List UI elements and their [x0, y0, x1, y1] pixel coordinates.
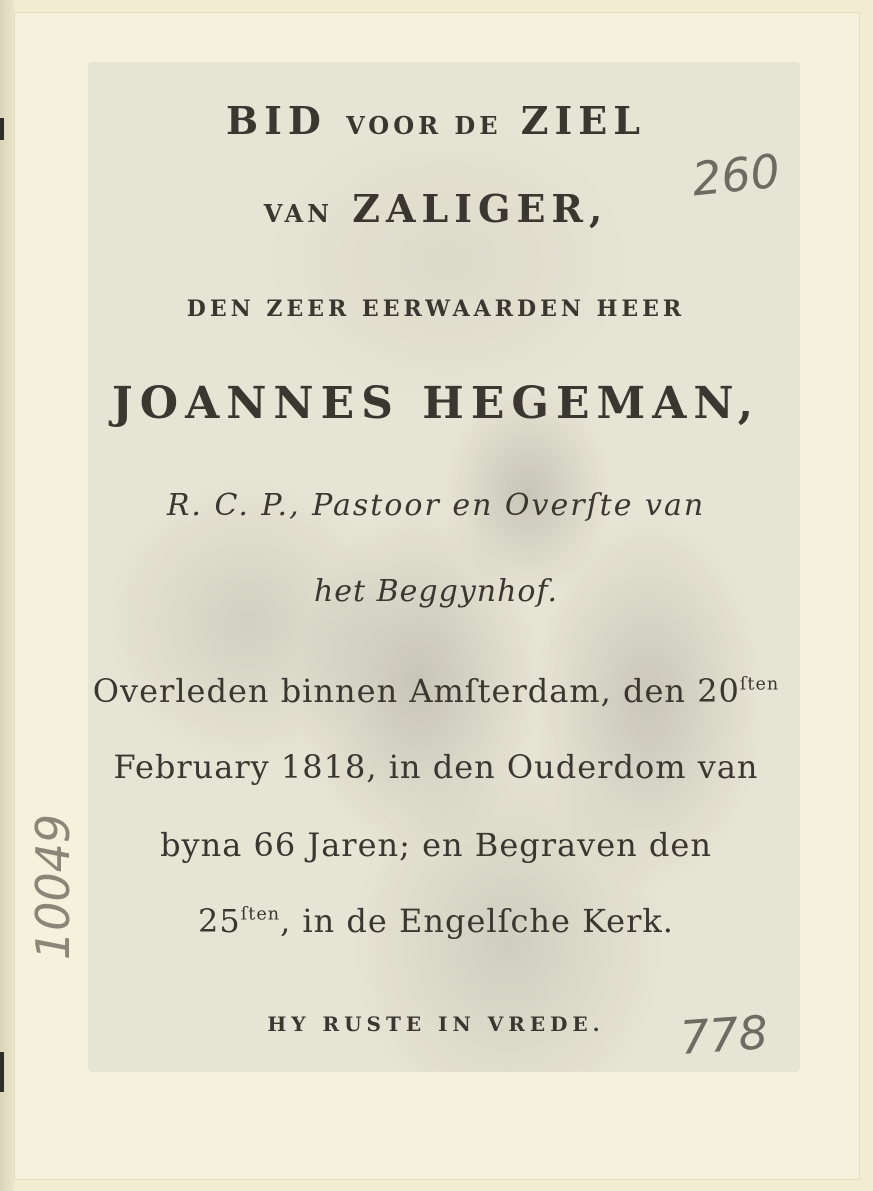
office-line-2: het Beggynhof.: [313, 574, 559, 609]
closing-prayer: HY RUSTE IN VREDE.: [267, 1012, 605, 1036]
death-line-1: [30, 672, 842, 710]
pencil-annotation-inventory-number: 10049: [26, 813, 81, 961]
heading-word-van: VAN: [263, 199, 334, 228]
heading-word-zaliger: ZALIGER,: [352, 186, 609, 231]
title-line: DEN ZEER EERWAARDEN HEER: [186, 296, 686, 322]
ordinal-suffix-burial: ſten: [240, 904, 281, 925]
binding-mark-top: [0, 118, 4, 140]
binding-mark-bottom: [0, 1052, 4, 1092]
death-line-1-text: Overleden binnen Amſterdam, den 20: [92, 672, 740, 710]
death-line-2: February 1818, in den Ouderdom van: [113, 748, 759, 786]
heading-word-bid: BID: [226, 98, 327, 143]
burial-day: 25: [198, 902, 241, 940]
pencil-annotation-260: 260: [689, 143, 783, 207]
heading-word-ziel: ZIEL: [520, 98, 646, 143]
burial-line: [30, 902, 842, 940]
ordinal-suffix: ſten: [739, 674, 780, 695]
pencil-annotation-778: 778: [678, 1005, 770, 1065]
scan-edge: [0, 0, 14, 1191]
heading-line-1: [30, 98, 842, 143]
deceased-name: JOANNES HEGEMAN,: [111, 378, 761, 429]
heading-words-voor-de: VOOR DE: [346, 111, 502, 140]
burial-place: , in de Engelſche Kerk.: [280, 902, 674, 940]
death-line-3: byna 66 Jaren; en Begraven den: [160, 826, 712, 864]
office-line-1: R. C. P., Pastoor en Overſte van: [166, 488, 706, 523]
